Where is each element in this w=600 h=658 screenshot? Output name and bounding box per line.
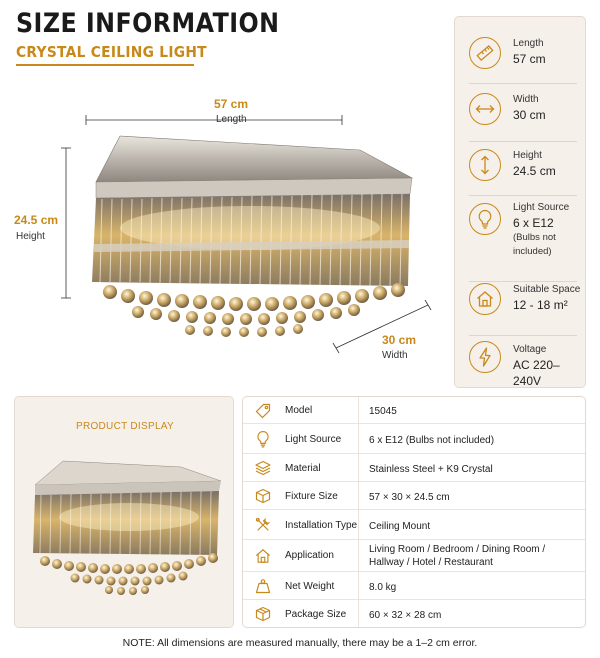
row-key: Application: [285, 550, 334, 561]
height-value: 24.5 cm: [14, 213, 59, 227]
light-bulb-icon: [469, 203, 501, 235]
column-divider: [358, 540, 359, 571]
spec-height: [455, 147, 587, 187]
row-value: Ceiling Mount: [369, 521, 431, 532]
spec-value: 6 x E12: [513, 216, 554, 230]
width-value: 30 cm: [382, 333, 417, 347]
spec-width: [455, 91, 587, 131]
row-key: Material: [285, 463, 321, 474]
table-row: [243, 454, 586, 482]
table-row: [243, 424, 586, 454]
height-label: Height: [16, 231, 45, 242]
house-icon: [253, 546, 273, 566]
chandelier-image: [92, 136, 412, 337]
column-divider: [358, 424, 359, 453]
spec-value: 30 cm: [513, 108, 546, 122]
column-divider: [358, 572, 359, 599]
spec-value: 12 - 18 m²: [513, 298, 568, 312]
row-value: 60 × 32 × 28 cm: [369, 610, 442, 621]
row-key: Package Size: [285, 609, 347, 620]
spec-value: AC 220–240V: [513, 358, 560, 388]
spec-label: Width: [513, 94, 539, 105]
product-display-title: PRODUCT DISPLAY: [75, 421, 175, 432]
spec-table: [242, 396, 586, 628]
spec-card: [454, 16, 586, 388]
spec-voltage: [455, 341, 587, 388]
table-row: [243, 572, 586, 600]
column-divider: [358, 510, 359, 539]
spec-value: 57 cm: [513, 52, 546, 66]
vertical-arrow-icon: [469, 149, 501, 181]
table-row: [243, 600, 586, 628]
weight-icon: [253, 576, 273, 596]
divider: [469, 335, 577, 336]
table-row: [243, 540, 586, 572]
horizontal-arrow-icon: [469, 93, 501, 125]
row-value: Stainless Steel + K9 Crystal: [369, 464, 493, 475]
table-row: [243, 510, 586, 540]
page-subtitle: CRYSTAL CEILING LIGHT: [16, 43, 207, 61]
length-dimension: [86, 115, 342, 125]
table-row: [243, 397, 586, 424]
box-icon: [253, 486, 273, 506]
spec-label: Voltage: [513, 344, 547, 355]
column-divider: [358, 454, 359, 481]
length-value: 57 cm: [214, 97, 249, 111]
spec-label: Light Source: [513, 202, 570, 213]
row-key: Model: [285, 405, 313, 416]
title-underline: [16, 64, 194, 66]
layers-icon: [253, 458, 273, 478]
divider: [469, 83, 577, 84]
divider: [469, 141, 577, 142]
ruler-icon: [469, 37, 501, 69]
chandelier-dimension-diagram: [0, 88, 452, 368]
page-title: SIZE INFORMATION: [16, 8, 280, 39]
row-value: 6 x E12 (Bulbs not included): [369, 435, 495, 446]
row-key: Net Weight: [285, 581, 335, 592]
row-value: 8.0 kg: [369, 582, 397, 593]
measurement-note: NOTE: All dimensions are measured manually, there may be a 1–2 cm error.: [122, 637, 478, 649]
light-bulb-icon: [253, 429, 273, 449]
row-key: Installation Type: [285, 520, 358, 531]
tools-icon: [253, 515, 273, 535]
spec-value: 24.5 cm: [513, 164, 556, 178]
spec-note: (Bulbs not included): [513, 232, 556, 257]
product-display-card: [14, 396, 234, 628]
divider: [469, 195, 577, 196]
column-divider: [358, 600, 359, 628]
lightning-icon: [469, 341, 501, 373]
spec-length: [455, 35, 587, 75]
package-icon: [253, 604, 273, 624]
length-label: Length: [216, 114, 247, 125]
spec-label: Suitable Space: [513, 284, 581, 295]
spec-suitable-space: [455, 283, 587, 323]
table-row: [243, 482, 586, 510]
spec-light-source: [455, 201, 587, 269]
row-value: 57 × 30 × 24.5 cm: [369, 492, 450, 503]
row-value: 15045: [369, 406, 397, 417]
spec-label: Height: [513, 150, 542, 161]
divider: [469, 281, 577, 282]
row-key: Light Source: [285, 434, 342, 445]
row-value: Living Room / Bedroom / Dining Room / Hallway / Hotel / Restaurant: [369, 544, 546, 568]
row-key: Fixture Size: [285, 491, 338, 502]
tag-icon: [253, 401, 273, 421]
column-divider: [358, 482, 359, 509]
column-divider: [358, 397, 359, 423]
width-label: Width: [382, 350, 408, 361]
height-dimension: [61, 148, 71, 298]
house-icon: [469, 283, 501, 315]
spec-label: Length: [513, 38, 544, 49]
product-display-image: [29, 457, 225, 597]
